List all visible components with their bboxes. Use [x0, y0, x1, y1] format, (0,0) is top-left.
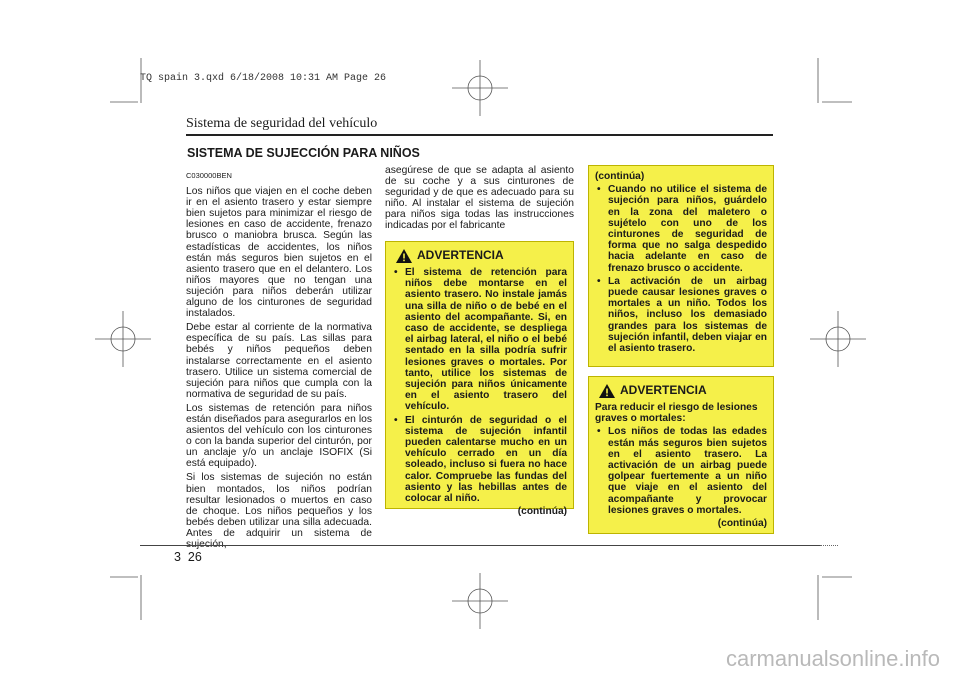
warning-box-2	[588, 376, 774, 534]
list-item: • Los niños de todas las edades están más seguros bien sujetos en el asiento trasero. La activación de un airbag puede golpear fuertemente a un niño que viaje en el asiento del acompañante y provocar lesiones graves o mortales.	[595, 426, 767, 516]
page-title: SISTEMA DE SUJECCIÓN PARA NIÑOS	[187, 146, 420, 160]
warning-list	[595, 184, 767, 354]
page-number	[174, 550, 202, 564]
warning-header	[396, 249, 567, 263]
paragraph: Debe estar al corriente de la normativa específica de su país. Las sillas para bebés y niños pequeños deben instalarse correctamente en el asiento trasero. Utilice un sistema comercial de sujeción para niños que cumpla con la normativa de seguridad de su país.	[186, 322, 372, 400]
list-item: • El sistema de retención para niños debe montarse en el asiento trasero. No instale jamás una silla de niño o de bebé en el asiento del acompañante. Si, en caso de accidente, se despliega el airbag lateral, el niño o el bebé sentado en la silla podría sufrir lesiones graves o mortales. Por tanto, utilice los sistemas de sujeción para niños únicamente en el asiento trasero del vehículo.	[392, 267, 567, 413]
list-item: • El cinturón de seguridad o el sistema de sujeción infantil pueden calentarse mucho en un vehículo cerrado en un día soleado, incluso si fuera no hace calor. Compruebe las fundas del asiento y las hebillas antes de colocar al niño.	[392, 415, 567, 505]
warning-triangle-icon	[599, 384, 615, 398]
section-code: C030000BEN	[186, 171, 232, 180]
continued-label: (continúa)	[595, 171, 645, 182]
warning-title: ADVERTENCIA	[417, 248, 504, 263]
warning-list	[595, 426, 767, 516]
footer-rule	[140, 545, 820, 546]
continued-label: (continúa)	[517, 506, 567, 518]
header-rule	[186, 134, 773, 136]
list-item: • Cuando no utilice el sistema de sujeción para niños, guárdelo en la zona del maletero o sujételo con uno de los cinturones de seguridad de forma que no salga despedido hacia adelante en caso de frenazo brusco o accidente.	[595, 184, 767, 274]
section-header: Sistema de seguridad del vehículo	[186, 116, 378, 131]
paragraph: Los sistemas de retención para niños están diseñados para asegurarlos en los asientos del vehículo con los cinturones o con la banda superior del cinturón, por un anclaje y/o un anclaje ISOFIX (Si está equipado).	[186, 402, 372, 470]
warning-header	[599, 384, 767, 398]
warning-triangle-icon	[396, 249, 412, 263]
chapter-number: 3	[174, 550, 181, 564]
list-item: • La activación de un airbag puede causar lesiones graves o mortales a un niño. Todos los niños, incluso los demasiado grandes para los sistemas de sujeción infantil, deben viajar en el asiento trasero.	[595, 276, 767, 354]
print-slug: TQ spain 3.qxd 6/18/2008 10:31 AM Page 26	[140, 73, 387, 84]
continued-label: (continúa)	[717, 518, 767, 530]
footer-rule-dotted	[820, 545, 838, 546]
warning-intro: Para reducir el riesgo de lesiones graves o mortales:	[595, 402, 758, 425]
paragraph: Si los sistemas de sujeción no están bien montados, los niños podrían resultar lesionados o muertos en caso de choque. Los niños pequeños y los bebés deben utilizar una silla adecuada. Antes de adquirir un sistema de sujeción,	[186, 472, 372, 550]
text-column-2	[385, 165, 574, 235]
warning-box-1	[385, 241, 574, 518]
text-column-1	[186, 170, 372, 553]
watermark: carmanualsonline.info	[725, 646, 940, 671]
warning-list	[392, 267, 567, 504]
page-number-value: 26	[187, 550, 202, 564]
warning-title: ADVERTENCIA	[620, 383, 707, 398]
warning-continuation-box	[588, 165, 774, 367]
paragraph: Los niños que viajen en el coche deben ir en el asiento trasero y estar siempre bien sujetos para minimizar el riesgo de lesiones en caso de accidente, frenazo brusco o maniobra brusca. Según las estadísticas de accidentes, los niños están más seguros bien sujetos en el asiento trasero que en el delantero. Los niños mayores que no tengan una sujeción para niños deberán utilizar alguno de los cinturones de seguridad instalados.	[186, 186, 372, 320]
paragraph: asegúrese de que se adapta al asiento de su coche y a sus cinturones de seguridad y de que es adecuado para su niño. Al instalar el sistema de sujeción para niños siga todas las instrucciones indicadas por el fabricante	[385, 165, 574, 232]
